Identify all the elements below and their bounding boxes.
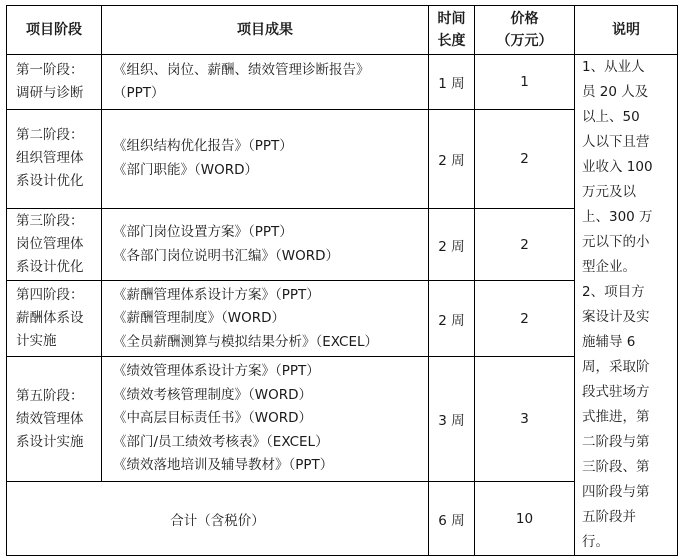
note-line: 1、从业人 [582, 59, 645, 75]
stage-line: 计实施 [16, 333, 57, 350]
result-line: 《组织、岗位、薪酬、绩效管理诊断报告》 [113, 61, 370, 78]
stage-cell [7, 357, 102, 482]
stage-cell [7, 55, 102, 110]
result-line: 《绩效落地培训及辅导教材》（PPT） [113, 457, 334, 474]
stage-line: 岗位管理体 [16, 236, 84, 253]
note-line: 2、项目方 [582, 284, 645, 300]
stage-cell [7, 208, 102, 281]
stage-line: 组织管理体 [16, 150, 84, 167]
stage-line: 调研与诊断 [16, 85, 84, 102]
stage-line: 薪酬体系设 [16, 310, 84, 327]
note-line: 四阶段与第 [582, 484, 650, 500]
price-cell: 1 [475, 55, 575, 110]
result-line: 《绩效考核管理制度》（WORD） [113, 386, 312, 403]
note-line: 式推进，第 [582, 409, 650, 425]
total-label: 合计（含税价） [7, 482, 429, 556]
price-cell: 3 [475, 357, 575, 482]
header-duration-line: 长度 [437, 33, 466, 49]
result-line: 《部门岗位设置方案》（PPT） [113, 224, 293, 241]
header-duration-line: 时间 [437, 11, 466, 27]
note-line: 员 20 人及 [582, 84, 649, 100]
note-line: 二阶段与第 [582, 434, 650, 450]
stage-cell [7, 110, 102, 208]
note-cell [575, 55, 678, 556]
note-line: 五阶段并 [582, 509, 636, 525]
stage-line: 第四阶段： [16, 287, 84, 304]
note-line: 上、300 万 [582, 209, 653, 225]
note-line: 行。 [582, 534, 609, 550]
note-line: 以上、50 [582, 109, 640, 125]
result-line: 《中高层目标责任书》（WORD） [113, 410, 312, 427]
duration-cell: 2 周 [429, 281, 475, 357]
price-cell: 2 [475, 281, 575, 357]
note-line: 案设计及实 [582, 309, 650, 325]
stage-line: 第二阶段： [16, 127, 84, 144]
header-price [475, 6, 575, 55]
stage-line: 第三阶段： [16, 213, 84, 230]
note-line: 业收入 100 [582, 159, 653, 175]
price-cell: 2 [475, 208, 575, 281]
header-price-line: （万元） [496, 33, 553, 49]
result-line: 《部门/员工绩效考核表》（EXCEL） [113, 433, 329, 450]
stage-line: 系设计优化 [16, 259, 84, 276]
result-line: 《组织结构优化报告》（PPT） [113, 138, 293, 155]
result-cell [102, 281, 429, 357]
result-cell [102, 55, 429, 110]
header-duration [429, 6, 475, 55]
stage-line: 系设计实施 [16, 433, 84, 450]
note-line: 人以下且营 [582, 134, 650, 150]
header-result: 项目成果 [102, 6, 429, 55]
note-line: 元以下的小 [582, 234, 650, 250]
result-line: 《绩效管理体系设计方案》（PPT） [113, 363, 320, 380]
duration-cell: 1 周 [429, 55, 475, 110]
note-line: 施辅导 6 [582, 334, 636, 350]
stage-cell [7, 281, 102, 357]
header-note: 说明 [575, 6, 678, 55]
note-line: 万元及以 [582, 184, 636, 200]
result-line: 《各部门岗位说明书汇编》（WORD） [113, 247, 339, 264]
note-line: 型企业。 [582, 259, 636, 275]
result-line: 《薪酬管理体系设计方案》（PPT） [113, 286, 320, 303]
note-line: 段式驻场方 [582, 384, 650, 400]
stage-line: 第一阶段： [16, 62, 84, 79]
stage-line: 第五阶段： [16, 387, 84, 404]
duration-cell: 2 周 [429, 208, 475, 281]
result-cell [102, 110, 429, 208]
result-line: 《部门职能》（WORD） [113, 161, 258, 178]
header-price-line: 价格 [510, 11, 539, 27]
price-cell: 2 [475, 110, 575, 208]
duration-cell: 3 周 [429, 357, 475, 482]
result-cell [102, 357, 429, 482]
stage-line: 系设计优化 [16, 173, 84, 190]
result-line: （PPT） [113, 85, 165, 102]
total-duration: 6 周 [429, 482, 475, 556]
table-row [7, 55, 678, 110]
result-line: 《薪酬管理制度》（WORD） [113, 310, 285, 327]
header-row [7, 6, 678, 55]
note-line: 周，采取阶 [582, 359, 650, 375]
header-stage: 项目阶段 [7, 6, 102, 55]
note-line: 三阶段、第 [582, 459, 650, 475]
result-cell [102, 208, 429, 281]
result-line: 《全员薪酬测算与模拟结果分析》（EXCEL） [113, 333, 379, 350]
duration-cell: 2 周 [429, 110, 475, 208]
stage-line: 绩效管理体 [16, 410, 84, 427]
total-price: 10 [475, 482, 575, 556]
pricing-table [6, 5, 678, 556]
